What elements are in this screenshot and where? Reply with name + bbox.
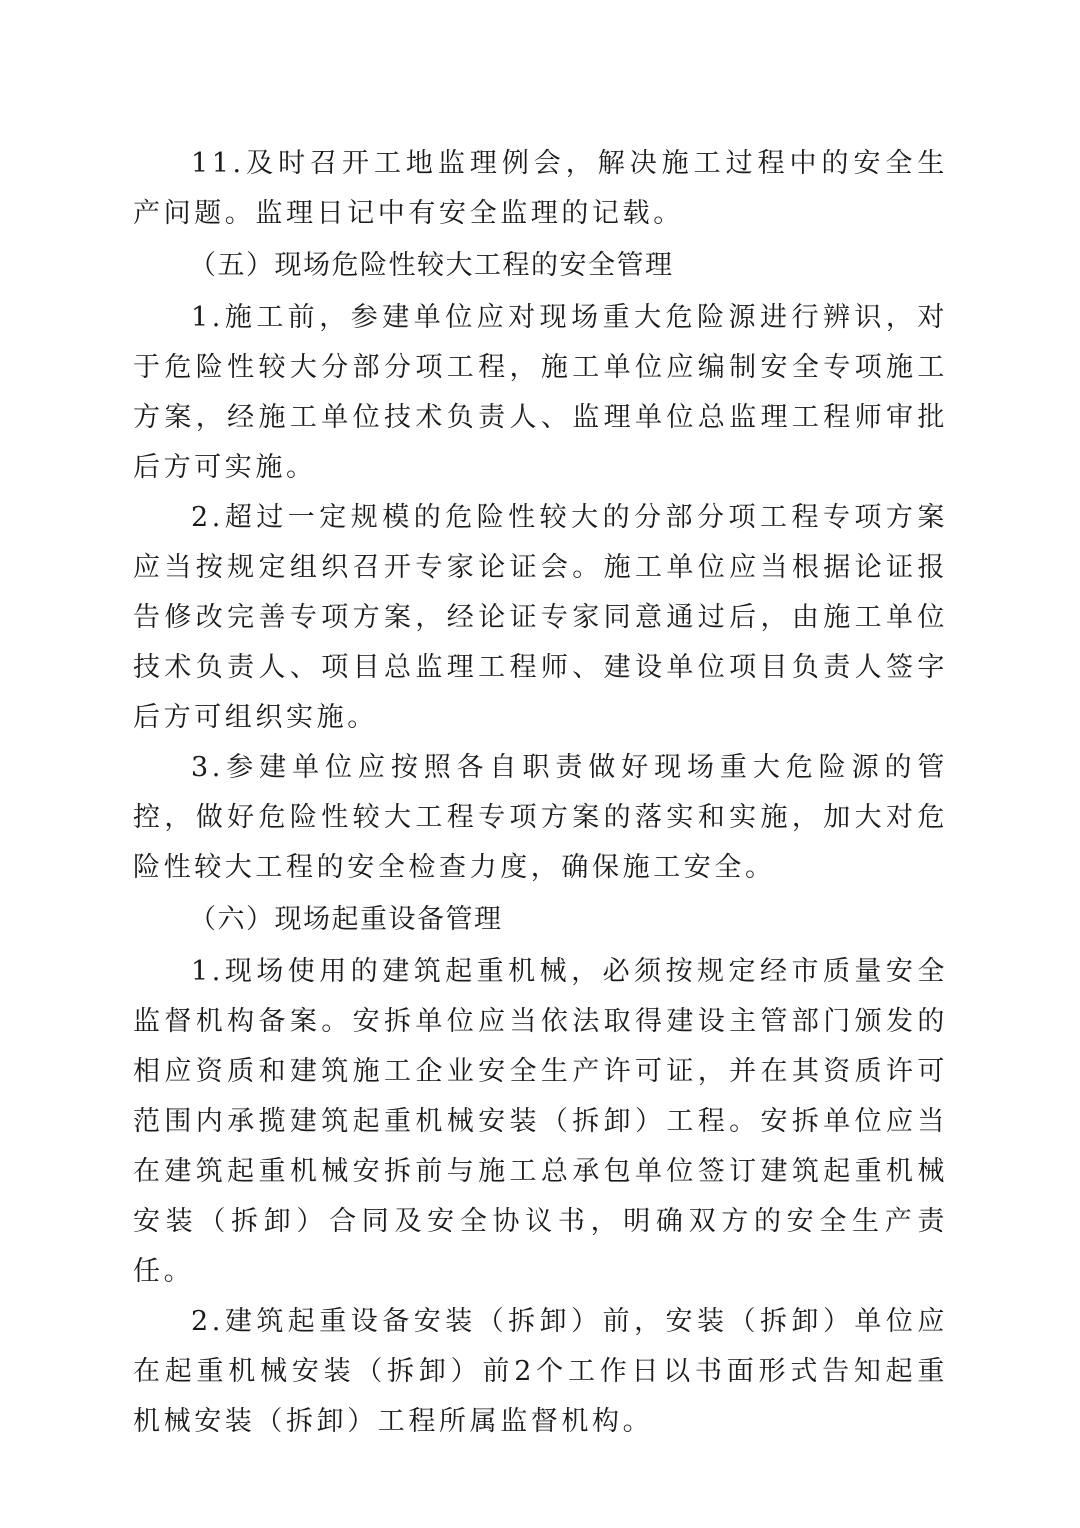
paragraph-6-1: 1.现场使用的建筑起重机械，必须按规定经市质量安全监督机构备案。安拆单位应当依法取得建设主管部门颁发的相应资质和建筑施工企业安全生产许可证，并在其资质许可范围内承揽建筑起重机械安装（拆卸）工程。安拆单位应当在建筑起重机械安拆前与施工总承包单位签订建筑起重机械安装（拆卸）合同及安全协议书，明确双方的安全生产责任。 <box>133 956 948 1287</box>
section-heading-6: （六）现场起重设备管理 <box>189 904 503 935</box>
paragraph-5-2: 2.超过一定规模的危险性较大的分部分项工程专项方案应当按规定组织召开专家论证会。施工单位应当根据论证报告修改完善专项方案，经论证专家同意通过后，由施工单位技术负责人、项目总监理工程师、建设单位项目负责人签字后方可组织实施。 <box>133 502 948 733</box>
paragraph-6-2: 2.建筑起重设备安装（拆卸）前，安装（拆卸）单位应在起重机械安装（拆卸）前2个工作日以书面形式告知起重机械安装（拆卸）工程所属监督机构。 <box>133 1306 948 1437</box>
section-heading-5: （五）现场危险性较大工程的安全管理 <box>189 250 674 281</box>
document-body <box>133 139 948 1447</box>
paragraph-5-1: 1.施工前，参建单位应对现场重大危险源进行辨识，对于危险性较大分部分项工程，施工单位应编制安全专项施工方案，经施工单位技术负责人、监理单位总监理工程师审批后方可实施。 <box>133 302 948 483</box>
paragraph-5-3: 3.参建单位应按照各自职责做好现场重大危险源的管控，做好危险性较大工程专项方案的落实和实施，加大对危险性较大工程的安全检查力度，确保施工安全。 <box>133 752 948 883</box>
paragraph-item-11: 11.及时召开工地监理例会，解决施工过程中的安全生产问题。监理日记中有安全监理的记载。 <box>133 148 948 229</box>
